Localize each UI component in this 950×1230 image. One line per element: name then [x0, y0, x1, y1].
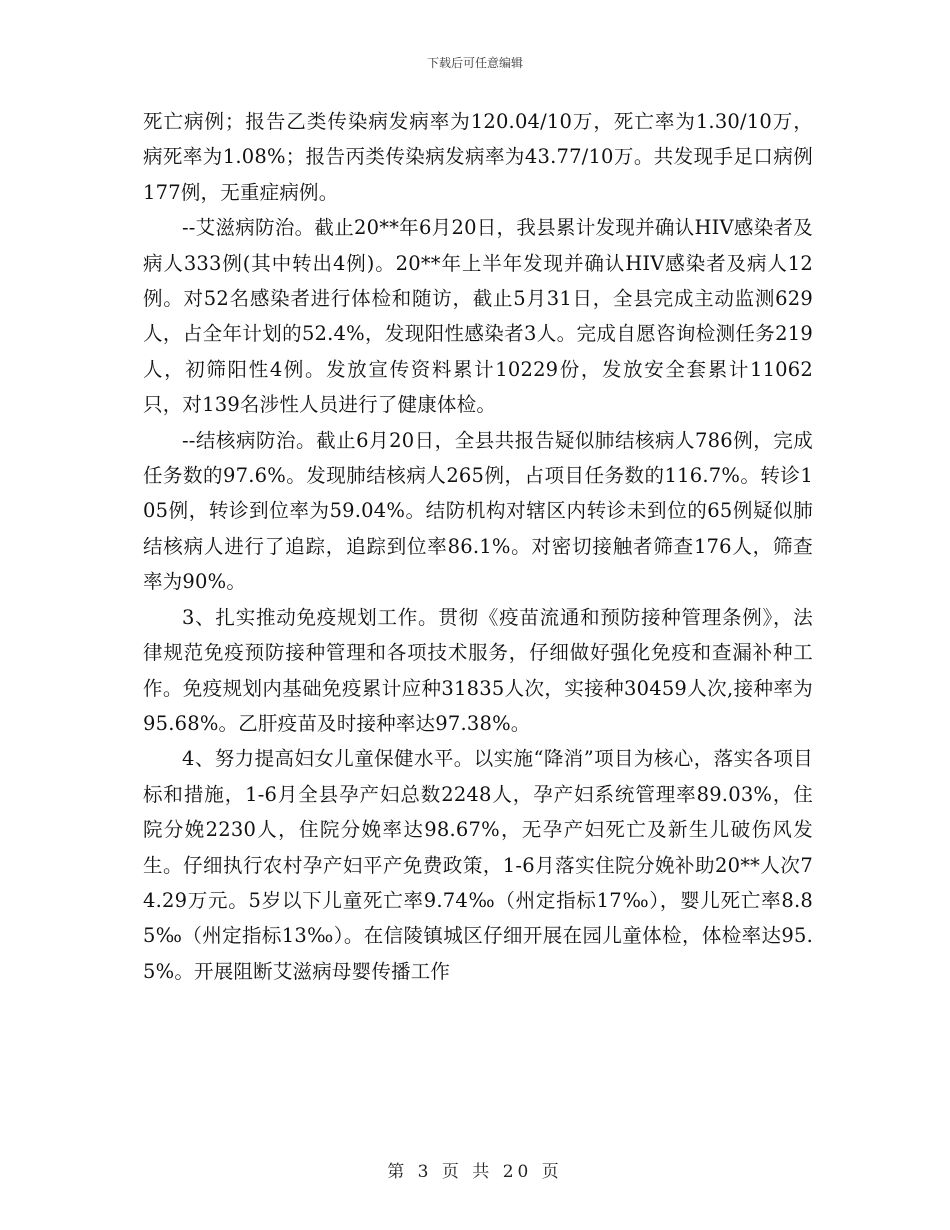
paragraph-2: --艾滋病防治。截止20**年6月20日，我县累计发现并确认HIV感染者及病人333例(其中转出4例)。20**年上半年发现并确认HIV感染者及病人12例。对52名感染者进行体检和随访，截止5月31日，全县完成主动监测629人，占全年计划的52.4%，发现阳性感染者3人。完成自愿咨询检测任务219人，初筛阳性4例。发放宣传资料累计10229份，发放安全套累计11062只，对139名涉性人员进行了健康体检。 [143, 216, 813, 417]
paragraph-5: 4、努力提高妇女儿童保健水平。以实施“降消”项目为核心，落实各项目标和措施，1-6月全县孕产妇总数2248人，孕产妇系统管理率89.03%，住院分娩2230人，住院分娩率达98.67%，无孕产妇死亡及新生儿破伤风发生。仔细执行农村孕产妇平产免费政策，1-6月落实住院分娩补助20**人次74.29万元。5岁以下儿童死亡率9.74‰（州定指标17‰），婴儿死亡率8.85‰（州定指标13‰）。在信陵镇城区仔细开展在园儿童体检，体检率达95.5%。开展阻断艾滋病母婴传播工作 [143, 747, 813, 983]
page-number-footer: 第 3 页 共 20 页 [387, 1162, 563, 1182]
paragraph-3: --结核病防治。截止6月20日，全县共报告疑似肺结核病人786例，完成任务数的97.6%。发现肺结核病人265例，占项目任务数的116.7%。转诊105例，转诊到位率为59.04%。结防机构对辖区内转诊未到位的65例疑似肺结核病人进行了追踪，追踪到位率86.1%。对密切接触者筛查176人，筛查率为90%。 [143, 428, 813, 594]
page-header: 下载后可任意编辑 [426, 56, 523, 70]
document-body [143, 104, 813, 989]
paragraph-1: 死亡病例；报告乙类传染病发病率为120.04/10万，死亡率为1.30/10万，病死率为1.08%；报告丙类传染病发病率为43.77/10万。共发现手足口病例177例，无重症病例。 [143, 110, 813, 204]
paragraph-4: 3、扎实推动免疫规划工作。贯彻《疫苗流通和预防接种管理条例》，法律规范免疫预防接种管理和各项技术服务，仔细做好强化免疫和查漏补种工作。免疫规划内基础免疫累计应种31835人次，实接种30459人次,接种率为95.68%。乙肝疫苗及时接种率达97.38%。 [143, 605, 813, 735]
